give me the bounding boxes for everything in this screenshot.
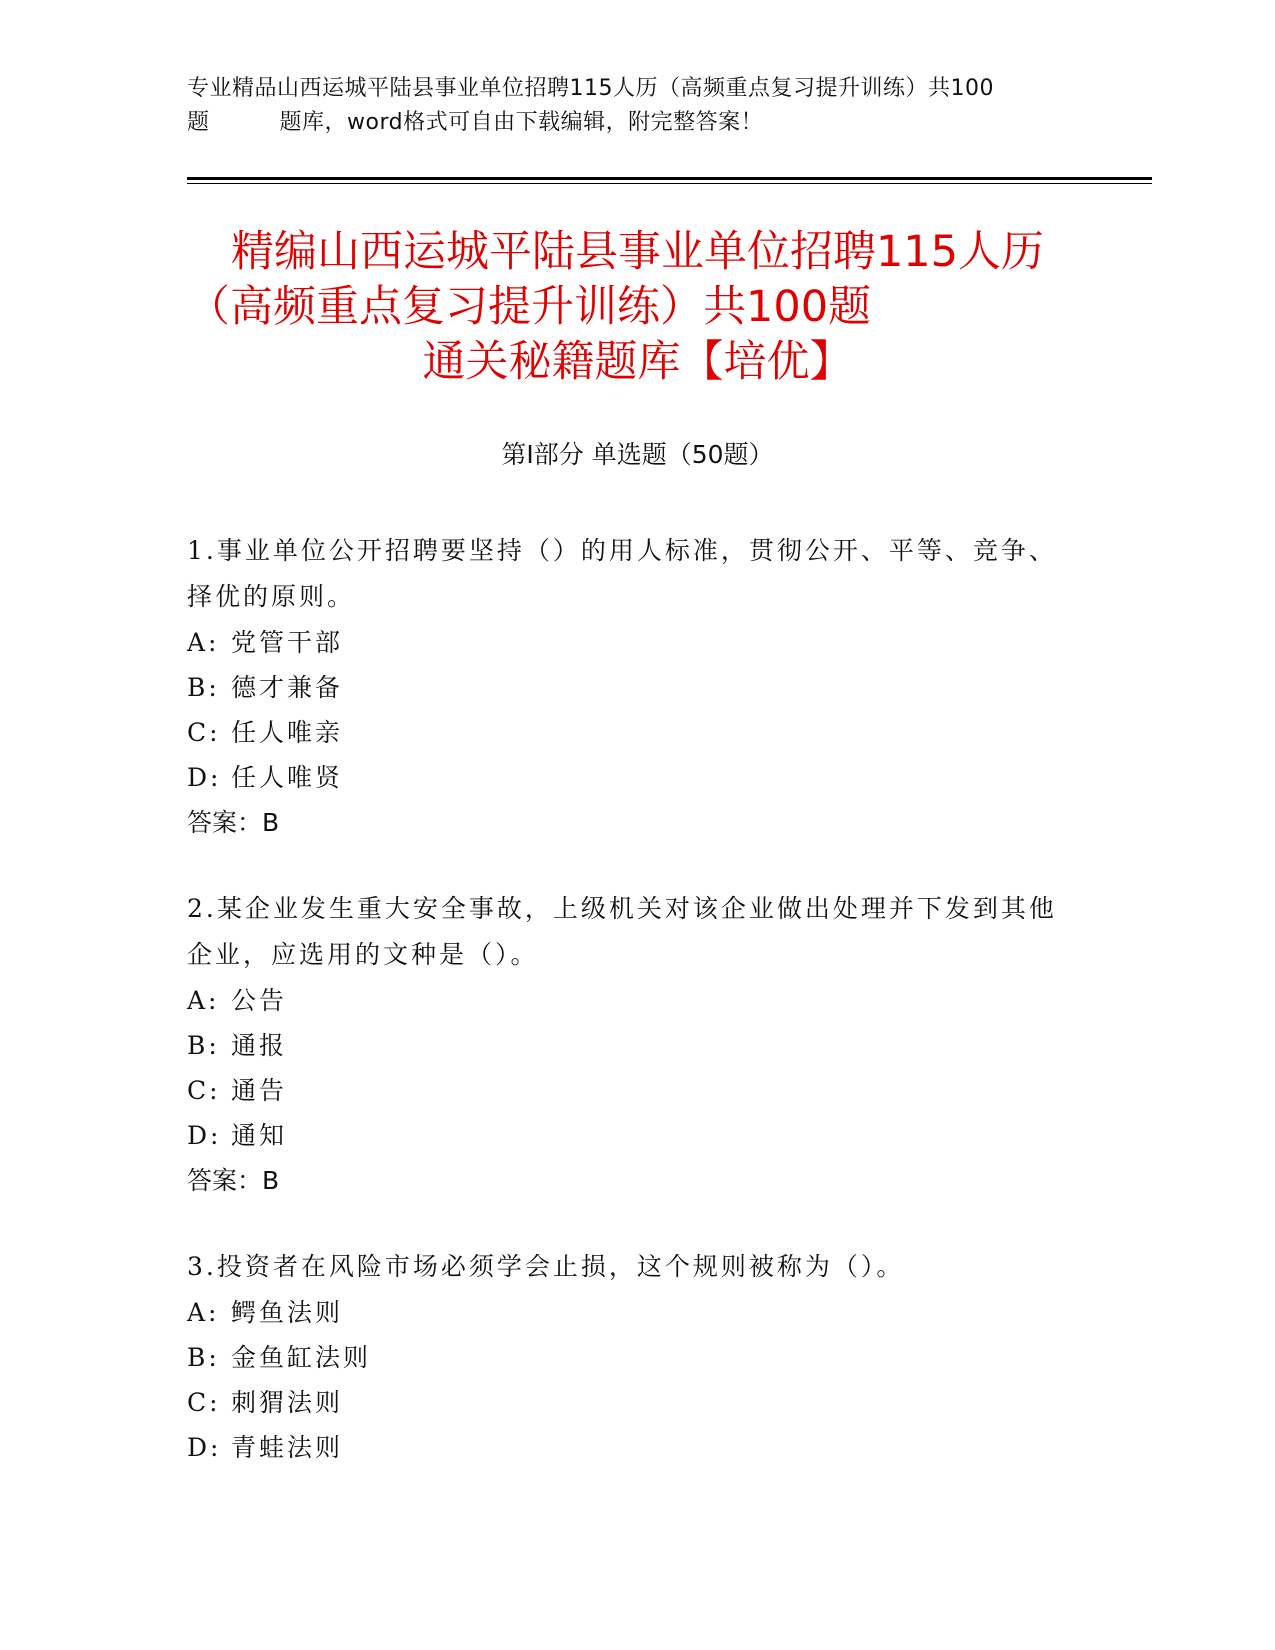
question-3 [187,1244,1067,1470]
question-text: 3.投资者在风险市场必须学会止损，这个规则被称为（）。 [187,1252,905,1281]
option-a [187,978,1067,1023]
option-b [187,665,1067,710]
option-text: 通报 [231,1031,288,1060]
option-d [187,755,1067,800]
option-text: 德才兼备 [231,673,344,702]
option-letter: B: [187,1343,220,1372]
option-text: 公告 [231,986,288,1015]
header-note-line-2 [187,106,1087,140]
question-text: 2.某企业发生重大安全事故，上级机关对该企业做出处理并下发到其他企业，应选用的文种是（）。 [187,894,1057,969]
option-b [187,1023,1067,1068]
option-letter: A: [187,628,220,657]
section-heading: 第Ⅰ部分 单选题（50题） [501,440,774,469]
document-title-line-1: 精编山西运城平陆县事业单位招聘115人历 [230,227,1045,277]
option-letter: C: [187,1076,221,1105]
option-text: 刺猬法则 [231,1388,344,1417]
option-a [187,620,1067,665]
option-text: 金鱼缸法则 [231,1343,372,1372]
option-text: 任人唯亲 [231,718,344,747]
header-note-line-2-end: 题库，word格式可自由下载编辑，附完整答案！ [279,110,764,135]
question-text: 1.事业单位公开招聘要坚持（）的用人标准，贯彻公开、平等、竞争、择优的原则。 [187,536,1057,611]
option-letter: C: [187,718,221,747]
option-b [187,1335,1067,1380]
question-list [187,528,1067,1510]
option-letter: C: [187,1388,221,1417]
question-2 [187,886,1067,1204]
option-letter: D: [187,1433,222,1462]
option-c [187,710,1067,755]
option-letter: A: [187,1298,220,1327]
document-title [150,225,1125,390]
option-c [187,1068,1067,1113]
option-text: 党管干部 [231,628,344,657]
option-a [187,1290,1067,1335]
option-text: 通知 [231,1121,288,1150]
option-text: 鳄鱼法则 [231,1298,344,1327]
option-letter: A: [187,986,220,1015]
document-title-line-2: （高频重点复习提升训练）共100题 [187,282,872,332]
header-divider-thick [187,177,1152,180]
option-letter: B: [187,1031,220,1060]
answer-line: 答案：B [187,1166,280,1195]
header-note [187,72,1087,140]
option-d [187,1113,1067,1158]
option-letter: D: [187,763,222,792]
header-divider-thin [187,183,1152,184]
option-letter: B: [187,673,220,702]
option-text: 任人唯贤 [231,763,344,792]
option-c [187,1380,1067,1425]
question-1 [187,528,1067,846]
option-text: 通告 [231,1076,288,1105]
header-note-line-2-start: 题 [187,110,210,135]
header-note-line-1: 专业精品山西运城平陆县事业单位招聘115人历（高频重点复习提升训练）共100 [187,76,994,101]
option-text: 青蛙法则 [231,1433,344,1462]
document-title-line-3: 通关秘籍题库【培优】 [422,337,853,387]
option-letter: D: [187,1121,222,1150]
answer-line: 答案：B [187,808,280,837]
option-d [187,1425,1067,1470]
